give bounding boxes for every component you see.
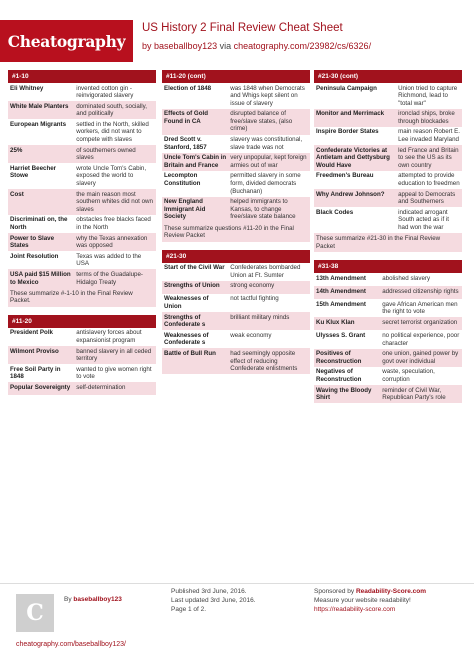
table-row xyxy=(8,364,156,382)
definition: helped immigrants to Kansas, to change free/slave state balance xyxy=(230,198,296,221)
sponsor-url-link[interactable]: https://readability-score.com xyxy=(314,606,396,613)
table-row xyxy=(314,367,462,385)
term: Power to Slave States xyxy=(10,234,55,250)
sponsor-label: Sponsored by xyxy=(314,588,355,595)
section-1-10 xyxy=(8,70,156,307)
page-title: US History 2 Final Review Cheat Sheet xyxy=(142,22,343,34)
term: Wilmont Proviso xyxy=(10,347,59,355)
term: Strengths of Confederate s xyxy=(164,313,206,329)
term: Cost xyxy=(10,190,24,198)
definition: gave African American men the right to vote xyxy=(382,300,458,316)
definition: slavery was constitutional, slave trade was not xyxy=(230,136,303,151)
table-row xyxy=(162,330,310,348)
term: Eli Whitney xyxy=(10,84,44,92)
definition: ironclad ships, broke through blockades xyxy=(398,110,455,125)
table-row xyxy=(314,317,462,330)
table-row xyxy=(8,269,156,287)
term: USA paid $15 Million to Mexico xyxy=(10,270,71,286)
table-row xyxy=(162,135,310,153)
table-row xyxy=(162,348,310,374)
cheatography-logo[interactable] xyxy=(0,20,133,62)
column-1 xyxy=(8,70,156,403)
section-note: These summarize #21-30 in the Final Review Packet xyxy=(314,233,462,252)
table-row xyxy=(314,349,462,367)
table-row xyxy=(8,189,156,215)
table-row xyxy=(8,251,156,269)
profile-url-link[interactable]: cheatography.com/baseballboy123/ xyxy=(16,641,127,648)
definition: the main reason most southern whites did not own slaves xyxy=(76,190,153,213)
logo-text: Cheatography xyxy=(7,31,126,51)
via-label: via xyxy=(219,41,232,51)
section-21-30 xyxy=(162,250,310,375)
table-row xyxy=(162,263,310,281)
table-row xyxy=(162,294,310,312)
table-row xyxy=(314,145,462,171)
section-21-30-cont xyxy=(314,70,462,252)
term: Freedmen's Bureau xyxy=(316,172,374,180)
cheatography-footer-logo-icon[interactable]: C xyxy=(16,594,54,632)
term: 15th Amendment xyxy=(316,300,366,308)
definition: addressed citizenship rights xyxy=(382,287,459,295)
term: Peninsula Campaign xyxy=(316,84,377,92)
term: Weaknesses of Confederate s xyxy=(164,331,209,347)
publish-info xyxy=(171,587,256,614)
definition: permitted slavery in some form, divided democrats (Buchanan) xyxy=(230,172,301,195)
definition: terms of the Guadalupe-Hidalgo Treaty xyxy=(76,270,143,286)
term: Inspire Border States xyxy=(316,128,379,136)
definition: was 1848 when Democrats and Whigs kept silent on issue of slavery xyxy=(230,84,305,107)
table-row xyxy=(8,233,156,251)
definition: appeal to Democrats and Southerners xyxy=(398,190,456,206)
term: Election of 1848 xyxy=(164,84,212,92)
section-heading: #11-20 xyxy=(8,315,156,328)
definition: why the Texas annexation was opposed xyxy=(76,234,148,250)
section-11-20-cont xyxy=(162,70,310,242)
section-heading: #21-30 xyxy=(162,250,310,263)
table-row xyxy=(314,330,462,348)
term: White Male Planters xyxy=(10,102,69,110)
table-row xyxy=(314,299,462,317)
term: Monitor and Merrimack xyxy=(316,110,385,118)
header xyxy=(0,0,474,66)
definition: banned slavery in all ceded territory xyxy=(76,347,152,363)
term: Black Codes xyxy=(316,208,354,216)
section-heading: #31-38 xyxy=(314,260,462,273)
definition: Confederates bombarded Union at Ft. Sumter xyxy=(230,264,301,279)
section-rows xyxy=(8,83,156,288)
table-row xyxy=(8,328,156,346)
term: Free Soil Party in 1848 xyxy=(10,365,61,381)
sponsor-tagline: Measure your website readability! xyxy=(314,597,411,604)
definition: one union, gained power by govt over individual xyxy=(382,350,459,365)
term: Ku Klux Klan xyxy=(316,318,355,326)
section-rows xyxy=(162,83,310,223)
section-rows xyxy=(8,328,156,396)
section-note: These summarize questions #11-20 in the Final Review Packet xyxy=(162,223,310,242)
table-row xyxy=(314,189,462,207)
column-2 xyxy=(162,70,310,382)
footer-author xyxy=(64,596,122,603)
definition: not tactful fighting xyxy=(230,295,279,303)
section-heading: #1-10 xyxy=(8,70,156,83)
updated-date: Last updated 3rd June, 2016. xyxy=(171,597,256,604)
section-rows xyxy=(314,83,462,233)
term: 14th Amendment xyxy=(316,287,366,295)
table-row xyxy=(162,197,310,223)
definition: obstacles free blacks faced in the North xyxy=(76,216,151,231)
table-row xyxy=(162,109,310,135)
definition: led France and Britain to see the US as its own country xyxy=(398,146,459,169)
term: President Polk xyxy=(10,329,53,337)
definition: Texas was added to the USA xyxy=(76,252,142,268)
term: Joint Resolution xyxy=(10,252,59,260)
term: Confederate Victories at Antietam and Gettysburg Would Have xyxy=(316,146,390,169)
table-row xyxy=(162,83,310,109)
term: European Migrants xyxy=(10,120,67,128)
sponsor-info xyxy=(314,587,426,614)
section-note: These summarize #-1-10 in the Final Review Packet. xyxy=(8,288,156,307)
footer xyxy=(0,583,474,670)
footer-by-label: By xyxy=(64,596,72,603)
section-heading: #21-30 (cont) xyxy=(314,70,462,83)
table-row xyxy=(314,385,462,403)
definition: reminder of Civil War, Republican Party's role xyxy=(382,386,446,402)
definition: of southerners owned slaves xyxy=(76,146,136,162)
table-row xyxy=(8,119,156,145)
table-row xyxy=(314,127,462,145)
term: Harriet Beecher Stowe xyxy=(10,164,57,180)
definition: Union tried to capture Richmond, lead to "total war" xyxy=(398,84,458,107)
definition: indicated arrogant South acted as if it had won the war xyxy=(398,208,449,231)
sponsor-name[interactable]: Readability-Score.com xyxy=(355,588,427,595)
definition: attempted to provide education to freedmen xyxy=(398,172,460,188)
term: Waving the Bloody Shirt xyxy=(316,386,372,402)
term: 13th Amendment xyxy=(316,274,366,282)
definition: self-determination xyxy=(76,383,126,391)
table-row xyxy=(314,273,462,286)
table-row xyxy=(162,153,310,171)
published-date: Published 3rd June, 2016. xyxy=(171,588,247,595)
table-row xyxy=(162,171,310,197)
definition: brilliant military minds xyxy=(230,313,290,321)
term: Effects of Gold Found in CA xyxy=(164,110,209,125)
table-row xyxy=(314,207,462,233)
definition: secret terrorist organization xyxy=(382,318,458,326)
sponsor-line-1 xyxy=(314,587,426,596)
page-number: Page 1 of 2. xyxy=(171,606,207,613)
section-rows xyxy=(162,263,310,375)
term: Battle of Bull Run xyxy=(164,349,216,357)
table-row xyxy=(162,281,310,294)
definition: very unpopular, kept foreign armies out of war xyxy=(230,154,307,169)
term: Strengths of Union xyxy=(164,282,220,290)
definition: invented cotton gin - reinvigorated slavery xyxy=(76,84,134,100)
term: Weaknesses of Union xyxy=(164,295,209,310)
definition: wanted to give women right to vote xyxy=(76,365,152,381)
section-rows xyxy=(314,273,462,403)
table-row xyxy=(314,286,462,299)
term: Dred Scott v. Stanford, 1857 xyxy=(164,136,207,151)
definition: strong economy xyxy=(230,282,275,290)
by-label: by xyxy=(142,41,152,51)
definition: wrote Uncle Tom's Cabin, exposed the world to slavery xyxy=(76,164,147,188)
table-row xyxy=(8,101,156,119)
term: Discriminati on, the North xyxy=(10,216,68,231)
definition: settled in the North, skilled workers, did not want to compete with slaves xyxy=(76,120,149,144)
column-3 xyxy=(314,70,462,411)
section-heading: #11-20 (cont) xyxy=(162,70,310,83)
definition: waste, speculation, corruption xyxy=(382,368,435,383)
sheet-url-link[interactable]: cheatography.com/23982/cs/6326/ xyxy=(233,41,372,51)
definition: abolished slavery xyxy=(382,274,431,282)
definition: weak economy xyxy=(230,331,272,339)
table-row xyxy=(8,382,156,395)
table-row xyxy=(314,83,462,109)
table-row xyxy=(8,163,156,189)
table-row xyxy=(162,312,310,330)
term: Negatives of Reconstruction xyxy=(316,368,362,383)
section-11-20 xyxy=(8,315,156,396)
footer-author-name[interactable]: baseballboy123 xyxy=(73,596,122,603)
table-row xyxy=(314,109,462,127)
definition: had seemingly opposite effect of reducing Confederate enlistments xyxy=(230,349,298,373)
term: Uncle Tom's Cabin in Britain and France xyxy=(164,154,227,169)
definition: dominated south, socially, and politically xyxy=(76,102,147,118)
term: 25% xyxy=(10,146,23,154)
term: New England Immigrant Aid Society xyxy=(164,198,206,221)
table-row xyxy=(8,346,156,364)
definition: disrupted balance of free/slave states, (also crime) xyxy=(230,110,293,133)
table-row xyxy=(8,215,156,233)
term: Start of the Civil War xyxy=(164,264,225,272)
byline xyxy=(142,41,371,51)
term: Positives of Reconstruction xyxy=(316,350,362,365)
term: Ulysses S. Grant xyxy=(316,331,366,339)
term: Popular Sovereignty xyxy=(10,383,71,391)
term: Why Andrew Johnson? xyxy=(316,190,385,198)
table-row xyxy=(8,83,156,101)
definition: antislavery forces about expansionist program xyxy=(76,329,142,344)
definition: main reason Robert E. Lee invaded Maryland xyxy=(398,128,460,144)
term: Lecompton Constitution xyxy=(164,172,201,188)
table-row xyxy=(314,171,462,189)
section-31-38 xyxy=(314,260,462,403)
author-link[interactable]: baseballboy123 xyxy=(154,41,218,51)
definition: no political experience, poor character xyxy=(382,331,460,347)
table-row xyxy=(8,145,156,163)
